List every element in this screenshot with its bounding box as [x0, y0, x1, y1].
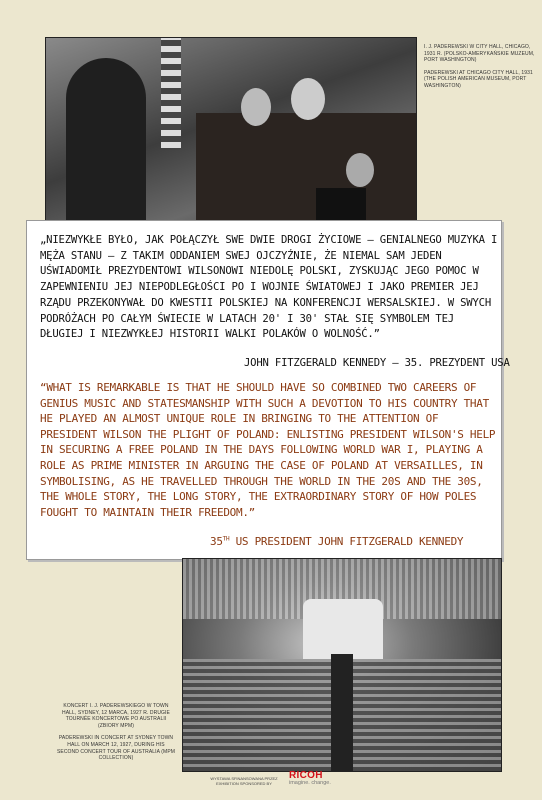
- photo-chicago-city-hall: [45, 37, 417, 229]
- sponsor-line-en: EXHIBITION SPONSORED BY: [216, 781, 272, 786]
- caption-bottom-en: PADEREWSKI IN CONCERT AT SYDNEY TOWN HALL ON MARCH 12, 1927, DURING HIS SECOND CONCERT TOUR OF AUSTRALIA (MPM COLLECTION): [56, 735, 176, 762]
- caption-bottom-pl: KONCERT I. J. PADEREWSKIEGO W TOWN HALL, SYDNEY, 12 MARCA, 1927 R. DRUGIE TOURNÉE KONCERTOWE PO AUSTRALII (ZBIORY MPM): [62, 703, 170, 729]
- quote-polish: „NIEZWYKŁE BYŁO, JAK POŁĄCZYŁ SWE DWIE DROGI ŻYCIOWE – GENIALNEGO MUZYKA I MĘŻA STANU – Z TAKIM ODDANIEM SWEJ OJCZYŹNIE, ŻE NIEMAL SAM JEDEN UŚWIADOMIŁ PREZYDENTOWI WILSONOWI NIEDOLĘ POLSKI, ZYSKUJĄC JEGO POMOC W ZAPEWNIENIU JEJ NIEPODLEGŁOŚCI PO I WOJNIE ŚWIATOWEJ I JAKO PREMIER JEJ RZĄDU PRZEKONYWAŁ DO KWESTII POLSKIEJ NA KONFERENCJI WERSALSKIEJ. W SWYCH PODRÓŻACH PO CAŁYM ŚWIECIE W LATACH 20' I 30' STAŁ SIĘ SYMBOLEM TEJ DŁUGIEJ I NIEZWYKŁEJ HISTORII WALKI POLAKÓW O WOLNOŚĆ.”: [40, 234, 498, 341]
- attribution-name: US PRESIDENT JOHN FITZGERALD KENNEDY: [229, 535, 464, 548]
- caption-top-pl: I. J. PADEREWSKI W CITY HALL, CHICAGO, 1931 R. (POLSKO-AMERYKAŃSKIE MUZEUM, PORT WASHINGTON): [424, 44, 535, 64]
- quote-polish-attribution: JOHN FITZGERALD KENNEDY – 35. PREZYDENT USA: [244, 357, 510, 369]
- caption-top-en: PADEREWSKI AT CHICAGO CITY HALL, 1931 (THE POLISH AMERICAN MUSEUM, PORT WASHINGTON): [424, 69, 533, 89]
- quote-english-attribution: [210, 535, 463, 548]
- photo-sydney-town-hall-concert: [182, 558, 502, 772]
- ricoh-tagline: imagine. change.: [289, 780, 331, 786]
- caption-bottom-photo: [56, 703, 176, 762]
- quote-english: “WHAT IS REMARKABLE IS THAT HE SHOULD HAVE SO COMBINED TWO CAREERS OF GENIUS MUSIC AND STATESMANSHIP WITH SUCH A DEVOTION TO HIS COUNTRY THAT HE PLAYED AN ALMOST UNIQUE ROLE IN BRINGING TO THE ATTENTION OF PRESIDENT WILSON THE PLIGHT OF POLAND: ENLISTING PRESIDENT WILSON'S HELP IN SECURING A FREE POLAND IN THE DAYS FOLLOWING WORLD WAR I, PLAYING A ROLE AS PRIME MINISTER IN ARGUING THE CASE OF POLAND AT VERSAILLES, IN SYMBOLISING, AS HE TRAVELLED THROUGH THE WORLD IN THE 20S AND THE 30S, THE WHOLE STORY, THE LONG STORY, THE EXTRAORDINARY STORY OF HOW POLES FOUGHT TO MAINTAIN THEIR FREEDOM.”: [40, 381, 496, 519]
- ricoh-logo: [289, 770, 337, 786]
- attribution-ordinal: TH: [222, 535, 230, 543]
- ricoh-brand: RICOH: [289, 770, 323, 781]
- sponsor-line-pl: WYSTAWA SFINANSOWANA PRZEZ: [210, 776, 278, 781]
- sponsor-note: [200, 776, 288, 786]
- attribution-number: 35: [210, 535, 223, 548]
- caption-top-photo: [424, 44, 536, 90]
